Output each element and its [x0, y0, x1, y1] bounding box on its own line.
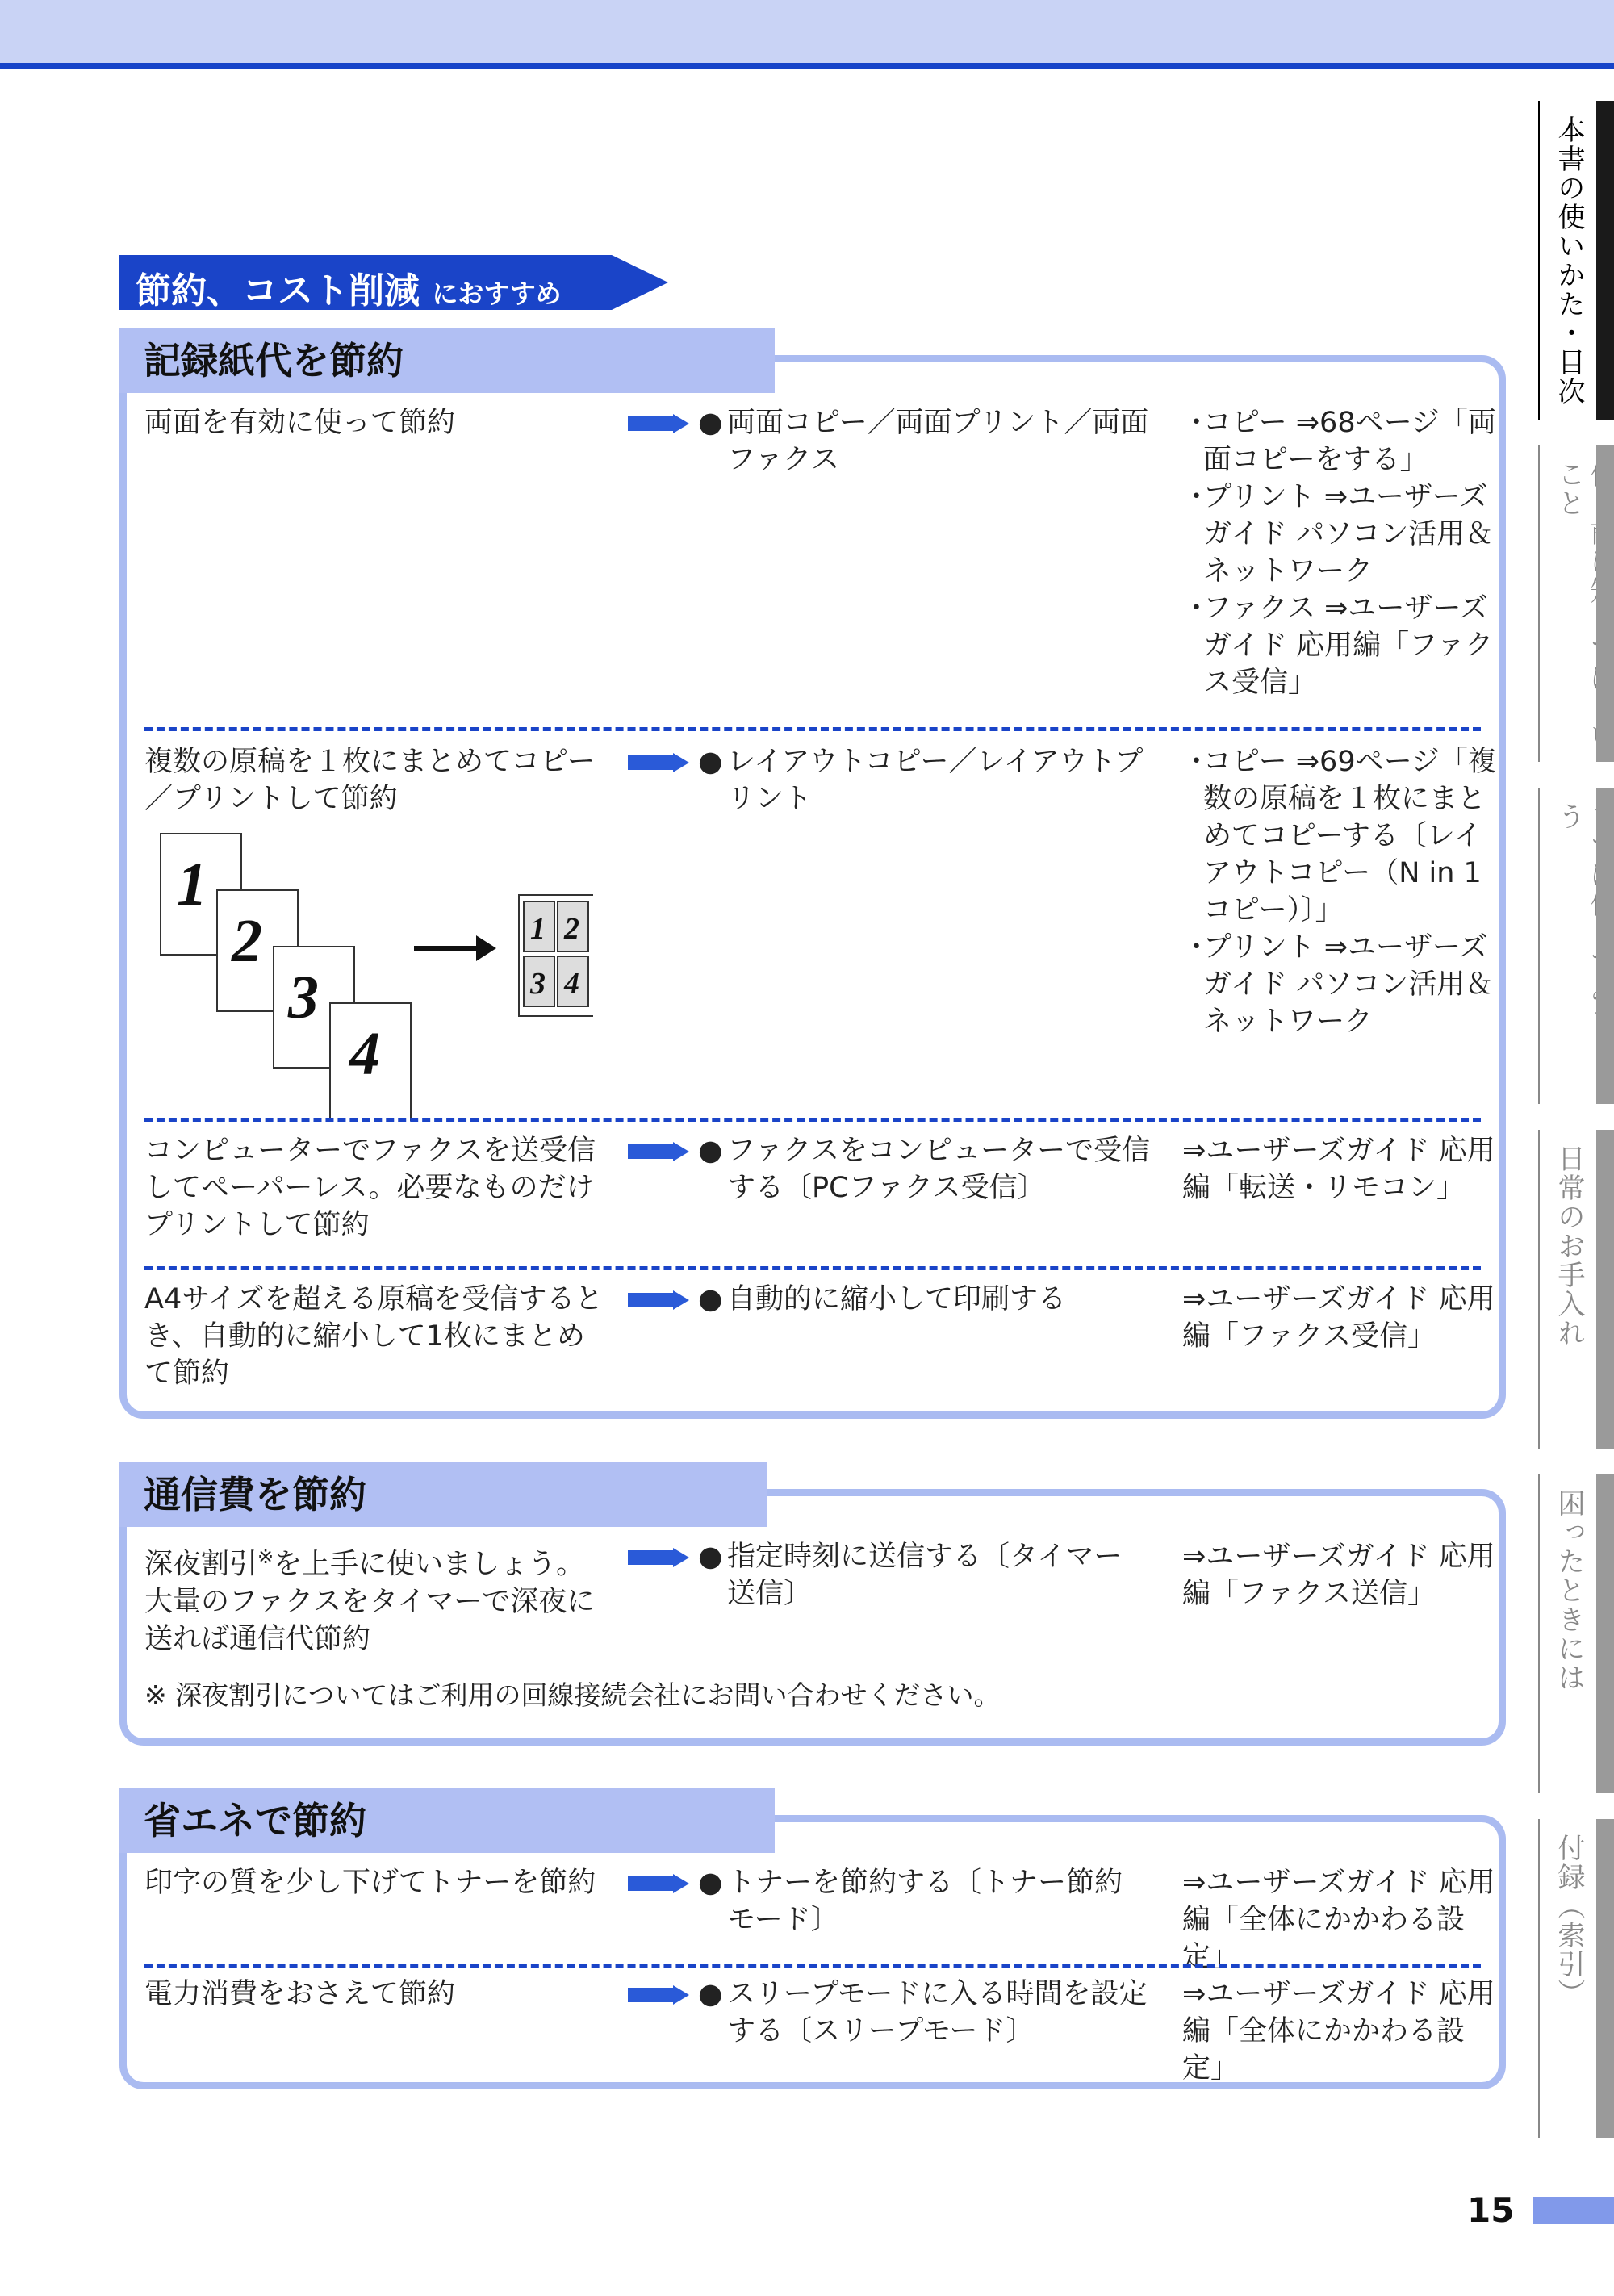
row-references [1182, 404, 1497, 701]
side-tab-appendix[interactable] [1538, 1819, 1614, 2138]
page-number-label: 2 [232, 907, 262, 975]
mini-page-number: 4 [564, 967, 579, 1001]
feature-text: ファクスをコンピューターで受信する〔PCファクス受信〕 [727, 1135, 1150, 1204]
row-divider [144, 1266, 1481, 1270]
reference-item [1182, 743, 1497, 929]
side-tab-troubleshooting[interactable] [1538, 1474, 1614, 1793]
reference-text: コピー ⇒68ページ「両面コピーをする」 [1203, 407, 1496, 476]
side-tab-label: 本書の使いかた・目次 [1553, 115, 1585, 406]
side-tab-getting-started[interactable] [1538, 788, 1614, 1104]
side-tab-bar [1596, 1819, 1614, 2138]
right-arrow-icon [628, 1548, 689, 1567]
desc-text: 深夜割引 [144, 1548, 258, 1581]
right-arrow-icon [628, 1874, 689, 1893]
reference-text: プリント ⇒ユーザーズガイド パソコン活用＆ネットワーク [1203, 481, 1494, 588]
page-number-label: 3 [288, 964, 319, 1031]
side-tab-bar [1596, 445, 1614, 762]
right-arrow-icon [628, 414, 689, 433]
bullet-icon: ● [698, 1283, 723, 1315]
bullet-icon: ● [698, 1135, 723, 1167]
section-heading-ribbon [119, 255, 668, 310]
row-reference: ⇒ユーザーズガイド 応用編「転送・リモコン」 [1182, 1135, 1495, 1204]
row-description [144, 1538, 613, 1658]
feature-text: レイアウトコピー／レイアウトプリント [727, 746, 1144, 815]
right-arrow-icon [628, 753, 689, 772]
row-divider [144, 1118, 1481, 1122]
mini-page-number: 1 [530, 912, 546, 946]
row-feature [698, 1132, 1150, 1207]
reference-item [1182, 404, 1497, 479]
side-tab-contents[interactable] [1538, 101, 1614, 420]
row-divider [144, 1964, 1481, 1968]
panel-paper-saving [119, 355, 1506, 1419]
right-arrow-icon [414, 935, 496, 961]
side-tab-bar [1596, 1130, 1614, 1449]
list-dot: ・ [1182, 592, 1211, 625]
reference-item [1182, 929, 1497, 1040]
reference-item [1182, 590, 1497, 701]
section-heading-main: 節約、コスト削減 [136, 270, 420, 312]
feature-text: 指定時刻に送信する〔タイマー送信〕 [727, 1541, 1123, 1610]
panel-communication-saving [119, 1489, 1506, 1746]
row-feature [698, 1976, 1150, 2050]
list-dot: ・ [1182, 481, 1211, 513]
side-tab-label: 付録（索引） [1553, 1834, 1585, 2008]
side-tab-before-use[interactable] [1538, 445, 1614, 762]
side-tab-bar [1596, 788, 1614, 1104]
feature-text: 両面コピー／両面プリント／両面ファクス [727, 407, 1149, 476]
page-number-bar [1533, 2197, 1614, 2224]
row-description: 印字の質を少し下げてトナーを節約 [144, 1867, 596, 1899]
list-dot: ・ [1182, 931, 1211, 964]
feature-text: トナーを節約する〔トナー節約モード〕 [727, 1867, 1123, 1936]
footnote: ※ 深夜割引についてはご利用の回線接続会社にお問い合わせください。 [144, 1679, 1001, 1711]
row-reference: ⇒ユーザーズガイド 応用編「ファクス受信」 [1182, 1283, 1495, 1353]
reference-text: コピー ⇒69ページ「複数の原稿を１枚にまとめてコピーする〔レイアウトコピー（N in 1コピー）〕」 [1203, 746, 1496, 926]
mini-page-number: 2 [564, 912, 579, 946]
row-references [1182, 743, 1497, 1040]
row-feature [698, 1538, 1150, 1612]
row-reference: ⇒ユーザーズガイド 応用編「全体にかかわる設定」 [1182, 1978, 1495, 2085]
panel-title-paper: 記録紙代を節約 [119, 328, 775, 393]
panel-title-communication: 通信費を節約 [119, 1462, 767, 1527]
feature-text: 自動的に縮小して印刷する [727, 1283, 1067, 1315]
bullet-icon: ● [698, 407, 723, 439]
right-arrow-icon [628, 1985, 689, 2005]
reference-text: ファクス ⇒ユーザーズガイド 応用編「ファクス受信」 [1203, 592, 1494, 699]
panel-energy-saving [119, 1815, 1506, 2089]
page-number-label: 1 [177, 851, 207, 918]
side-tab-label: 日常のお手入れ [1553, 1144, 1585, 1348]
side-tab-label: う [1553, 802, 1585, 831]
feature-text: スリープモードに入る時間を設定する〔スリープモード〕 [727, 1978, 1148, 2047]
right-arrow-icon [628, 1142, 689, 1161]
row-description: コンピューターでファクスを送受信してペーパーレス。必要なものだけプリントして節約 [144, 1135, 596, 1241]
side-tab-bar [1596, 101, 1614, 420]
side-tab-maintenance[interactable] [1538, 1130, 1614, 1449]
top-header-rule [0, 63, 1614, 69]
desc-text: を上手に使いましょう。大量のファクスをタイマーで深夜に送れば通信代節約 [144, 1548, 596, 1655]
row-description: 両面を有効に使って節約 [144, 407, 456, 439]
footnote-mark: ※ [257, 1545, 274, 1568]
panel-title-energy: 省エネで節約 [119, 1788, 775, 1853]
layout-copy-illustration [157, 830, 593, 1121]
page-number-label: 4 [349, 1020, 380, 1088]
row-feature [698, 1864, 1150, 1938]
row-description: 複数の原稿を１枚にまとめてコピー／プリントして節約 [144, 746, 596, 815]
bullet-icon: ● [698, 1978, 723, 2010]
row-description: A4サイズを超える原稿を受信すると き、自動的に縮小して1枚にまとめて節約 [144, 1283, 604, 1390]
reference-text: プリント ⇒ユーザーズガイド パソコン活用＆ネットワーク [1203, 931, 1494, 1038]
bullet-icon: ● [698, 746, 723, 778]
reference-item [1182, 479, 1497, 590]
page-number: 15 [1467, 2190, 1515, 2230]
list-dot: ・ [1182, 407, 1211, 439]
mini-page-number: 3 [530, 967, 546, 1001]
side-tab-label: こと [1553, 460, 1585, 518]
row-description: 電力消費をおさえて節約 [144, 1978, 456, 2010]
row-reference: ⇒ユーザーズガイド 応用編「全体にかかわる設定」 [1182, 1867, 1495, 1973]
bullet-icon: ● [698, 1541, 723, 1573]
row-reference: ⇒ユーザーズガイド 応用編「ファクス送信」 [1182, 1541, 1495, 1610]
side-tab-bar [1596, 1474, 1614, 1793]
side-tab-label: 困ったときには [1553, 1489, 1585, 1692]
bullet-icon: ● [698, 1867, 723, 1899]
right-arrow-icon [628, 1290, 689, 1310]
section-heading-sub: におすすめ [432, 278, 562, 309]
row-divider [144, 727, 1481, 731]
row-feature [698, 404, 1150, 479]
row-feature [698, 1281, 1150, 1318]
section-heading-text [136, 261, 562, 313]
top-header-band [0, 0, 1614, 63]
row-feature [698, 743, 1150, 818]
list-dot: ・ [1182, 746, 1211, 778]
